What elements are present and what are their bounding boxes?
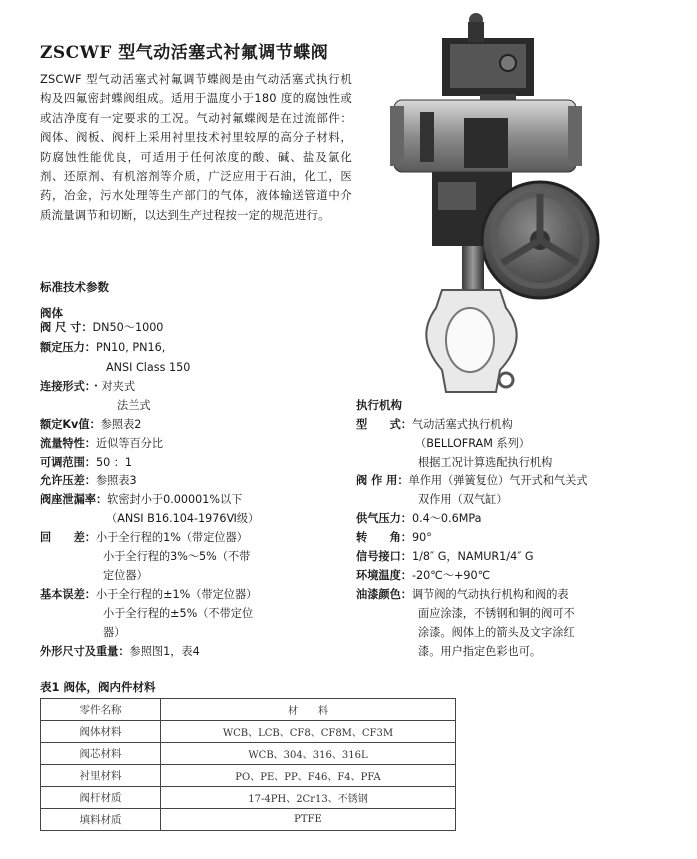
table-cell-material: WCB、LCB、CF8、CF8M、CF3M [161,721,456,743]
spec-range-value: 50 ：1 [95,456,133,469]
actuator-paint [356,586,569,604]
actuator-action [356,472,588,490]
table-cell-part: 阀体材料 [41,721,161,743]
spec-dimensions [40,643,200,661]
spec-connection-value: ・对夹式 [90,380,136,393]
actuator-action-value: 单作用（弹簧复位）气开式和气关式 [408,474,588,487]
table-row [41,743,456,765]
actuator-angle-label: 转 角： [356,531,412,544]
table-cell-part: 衬里材料 [41,765,161,787]
spec-size [40,319,163,337]
spec-hysteresis-label: 回 差： [40,531,96,544]
actuator-type-value-2: （BELLOFRAM 系列） [415,437,530,450]
table-cell-part: 填料材质 [41,809,161,831]
table-cell-part: 阀杆材质 [41,787,161,809]
spec-pressure-diff-value: 参照表3 [95,474,137,487]
spec-pressure-diff-label: 允许压差： [40,474,96,487]
materials-table [40,698,456,831]
table-row [41,765,456,787]
spec-error [40,586,257,604]
actuator-action-label: 阀 作 用： [356,474,409,487]
actuator-air-supply-label: 供气压力： [356,512,412,525]
actuator-angle [356,529,432,547]
spec-hysteresis-value-3: 定位器） [103,569,148,582]
spec-error-value-2: 小于全行程的±5%（不带定位 [103,607,254,620]
actuator-air-supply [356,510,481,528]
spec-size-label: 阀 尺 寸： [40,321,93,334]
spec-hysteresis [40,529,248,547]
table-header-cell: 零件名称 [41,699,161,721]
actuator-action-value-2: 双作用（双气缸） [418,493,508,506]
spec-connection-label: 连接形式： [40,380,91,393]
table-row [41,721,456,743]
page-title: ZSCWF 型气动活塞式衬氟调节蝶阀 [40,43,329,63]
actuator-type-label: 型 式： [356,418,412,431]
spec-pressure-label: 额定压力： [40,341,96,354]
spec-leakage-label: 阀座泄漏率： [40,493,108,506]
spec-pressure [40,339,165,357]
spec-kv-value: 参照表2 [100,418,142,431]
actuator-heading: 执行机构 [356,398,402,412]
spec-dimensions-value: 参照图1，表4 [129,645,200,658]
spec-dimensions-label: 外形尺寸及重量： [40,645,130,658]
actuator-type-value-3: 根据工况计算选配执行机构 [418,456,553,469]
table-row [41,787,456,809]
actuator-temperature [356,567,490,585]
actuator-type-value: 气动活塞式执行机构 [411,418,513,431]
spec-connection-value-2: 法兰式 [117,399,151,412]
spec-kv-label: 额定Kv值： [40,418,101,431]
table-header-row [41,699,456,721]
table-cell-part: 阀芯材料 [41,743,161,765]
table-caption: 表1 阀体，阀内件材料 [40,680,156,694]
actuator-paint-value-2: 面应涂漆，不锈钢和铜的阀可不 [418,607,575,620]
spec-pressure-diff [40,472,137,490]
actuator-air-supply-value: 0.4～0.6MPa [411,512,482,525]
spec-leakage-value: 软密封小于0.00001%以下 [107,493,243,506]
actuator-paint-label: 油漆颜色： [356,588,412,601]
spec-flow-value: 近似等百分比 [95,437,164,450]
spec-flow-label: 流量特性： [40,437,96,450]
table-cell-material: 17-4PH、2Cr13、不锈钢 [161,787,456,809]
spec-kv [40,416,141,434]
actuator-temperature-label: 环境温度： [356,569,412,582]
actuator-port-value: 1/8″ G，NAMUR1/4″ G [411,550,534,563]
actuator-port-label: 信号接口： [356,550,412,563]
spec-leakage-value-2: （ANSI B16.104-1976Ⅵ级） [106,512,260,525]
spec-range [40,454,132,472]
intro-paragraph: ZSCWF 型气动活塞式衬氟调节蝶阀是由气动活塞式执行机构及四氟密封蝶阀组成。适用于温度小于180 度的腐蚀性或或洁净度有一定要求的工况。气动衬氟蝶阀是在过流部件：阀体、阀板、阀杆上采用衬里技术衬里较厚的高分子材料，防腐蚀性能优良，可适用于任何浓度的酸、碱、盐及氯化剂、还原剂、有机溶剂等介质，广泛应用于石油，化工，医药，冶金，污水处理等生产部门的气体，液体输送管道中介质流量调节和切断，以达到生产过程按一定的规范进行。 [40,72,352,222]
body-heading: 阀体 [40,306,63,320]
spec-connection [40,378,135,396]
spec-flow [40,435,163,453]
actuator-paint-value-3: 涂漆。阀体上的箭头及文字涂红 [418,626,575,639]
spec-leakage [40,491,242,509]
table-cell-material: PO、PE、PP、F46、F4、PFA [161,765,456,787]
spec-error-label: 基本误差： [40,588,96,601]
table-cell-material: PTFE [161,809,456,831]
table-row [41,809,456,831]
spec-hysteresis-value: 小于全行程的1%（带定位器） [95,531,248,544]
table-cell-material: WCB、304、316、316L [161,743,456,765]
actuator-paint-value: 调节阀的气动执行机构和阀的表 [411,588,569,601]
spec-error-value-3: 器） [103,626,126,639]
actuator-temperature-value: -20℃～+90℃ [411,569,491,582]
spec-error-value: 小于全行程的±1%（带定位器） [95,588,258,601]
spec-range-label: 可调范围： [40,456,96,469]
valve-illustration [380,8,610,403]
actuator-angle-value: 90° [411,531,432,544]
spec-hysteresis-value-2: 小于全行程的3%～5%（不带 [103,550,251,563]
spec-size-value: DN50～1000 [92,321,164,334]
actuator-port [356,548,534,566]
spec-pressure-value: PN10, PN16, [95,341,166,354]
table-header-cell: 材 料 [161,699,456,721]
actuator-paint-value-4: 漆。用户指定色彩也可。 [418,645,542,658]
spec-pressure-value-2: ANSI Class 150 [106,361,191,374]
actuator-type [356,416,513,434]
specs-heading: 标准技术参数 [40,280,109,294]
